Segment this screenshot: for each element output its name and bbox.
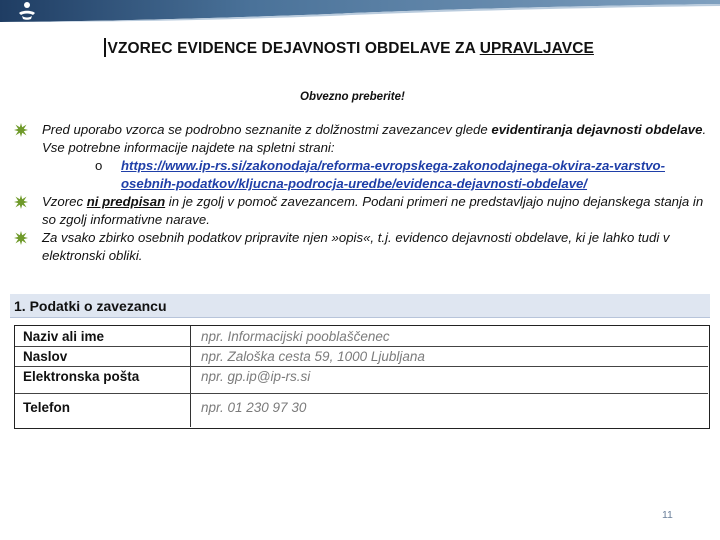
table-row	[15, 329, 708, 344]
item2-bold-underlined: ni predpisan	[86, 194, 166, 209]
row-value[interactable]: npr. 01 230 97 30	[201, 400, 307, 415]
item2-text-a: Vzorec	[42, 194, 87, 209]
page-title	[104, 38, 634, 60]
table-row	[15, 369, 708, 384]
item1-bold: evidentiranja dejavnosti obdelave	[491, 122, 703, 137]
sub-bullet-marker: o	[95, 158, 103, 173]
item1-text-a: Pred uporabo vzorca se podrobno seznanite z dolžnostmi zavezancev glede	[42, 122, 492, 137]
evidence-link[interactable]: https://www.ip-rs.si/zakonodaja/reforma-evropskega-zakonodajnega-okvira-za-varstvo-osebnih-podatkov/kljucna-podrocja-uredbe/evidenca-dejavnosti-obdelave/	[121, 158, 665, 191]
item3-text: Za vsako zbirko osebnih podatkov pripravite njen »opis«, t.j. evidenco dejavnosti obdelave, ki je lahko tudi v elektronski obliki.	[42, 230, 670, 263]
title-main: VZOREC EVIDENCE DEJAVNOSTI OBDELAVE ZA	[107, 40, 480, 57]
table-row	[15, 349, 708, 364]
item2-text-b: in je zgolj v pomoč zavezancem. Podani primeri ne predstavljajo nujno dejanskega stanja in so zgolj informativne narave.	[42, 194, 704, 227]
item1-text-b: . Vse potrebne informacije najdete na spletni strani:	[42, 122, 707, 155]
instruction-item-2	[14, 193, 714, 229]
top-banner	[0, 0, 720, 22]
row-label: Naziv ali ime	[23, 329, 105, 344]
section-heading: 1. Podatki o zavezancu	[10, 294, 710, 318]
instruction-subitem	[14, 157, 714, 193]
row-divider	[15, 393, 708, 394]
row-value[interactable]: npr. Zaloška cesta 59, 1000 Ljubljana	[201, 349, 425, 364]
title-underlined: UPRAVLJAVCE	[479, 40, 594, 57]
bullet-burst-icon	[14, 231, 28, 245]
instruction-item-1	[14, 121, 714, 157]
row-value[interactable]: npr. gp.ip@ip-rs.si	[201, 369, 311, 384]
row-label: Naslov	[23, 349, 68, 364]
subtitle: Obvezno preberite!	[300, 91, 405, 103]
banner-shape	[0, 0, 720, 22]
controller-data-table	[14, 325, 710, 429]
row-value[interactable]: npr. Informacijski pooblaščenec	[201, 329, 390, 344]
bullet-burst-icon	[14, 123, 28, 137]
row-label: Telefon	[23, 400, 70, 415]
page-number: 11	[662, 509, 673, 521]
row-divider	[15, 366, 708, 367]
table-row	[15, 400, 708, 415]
row-divider	[15, 346, 708, 347]
logo-icon	[14, 0, 40, 22]
text-cursor	[104, 38, 106, 57]
instruction-list	[14, 121, 714, 265]
instruction-item-3	[14, 229, 714, 265]
row-label: Elektronska pošta	[23, 369, 140, 384]
bullet-burst-icon	[14, 195, 28, 209]
